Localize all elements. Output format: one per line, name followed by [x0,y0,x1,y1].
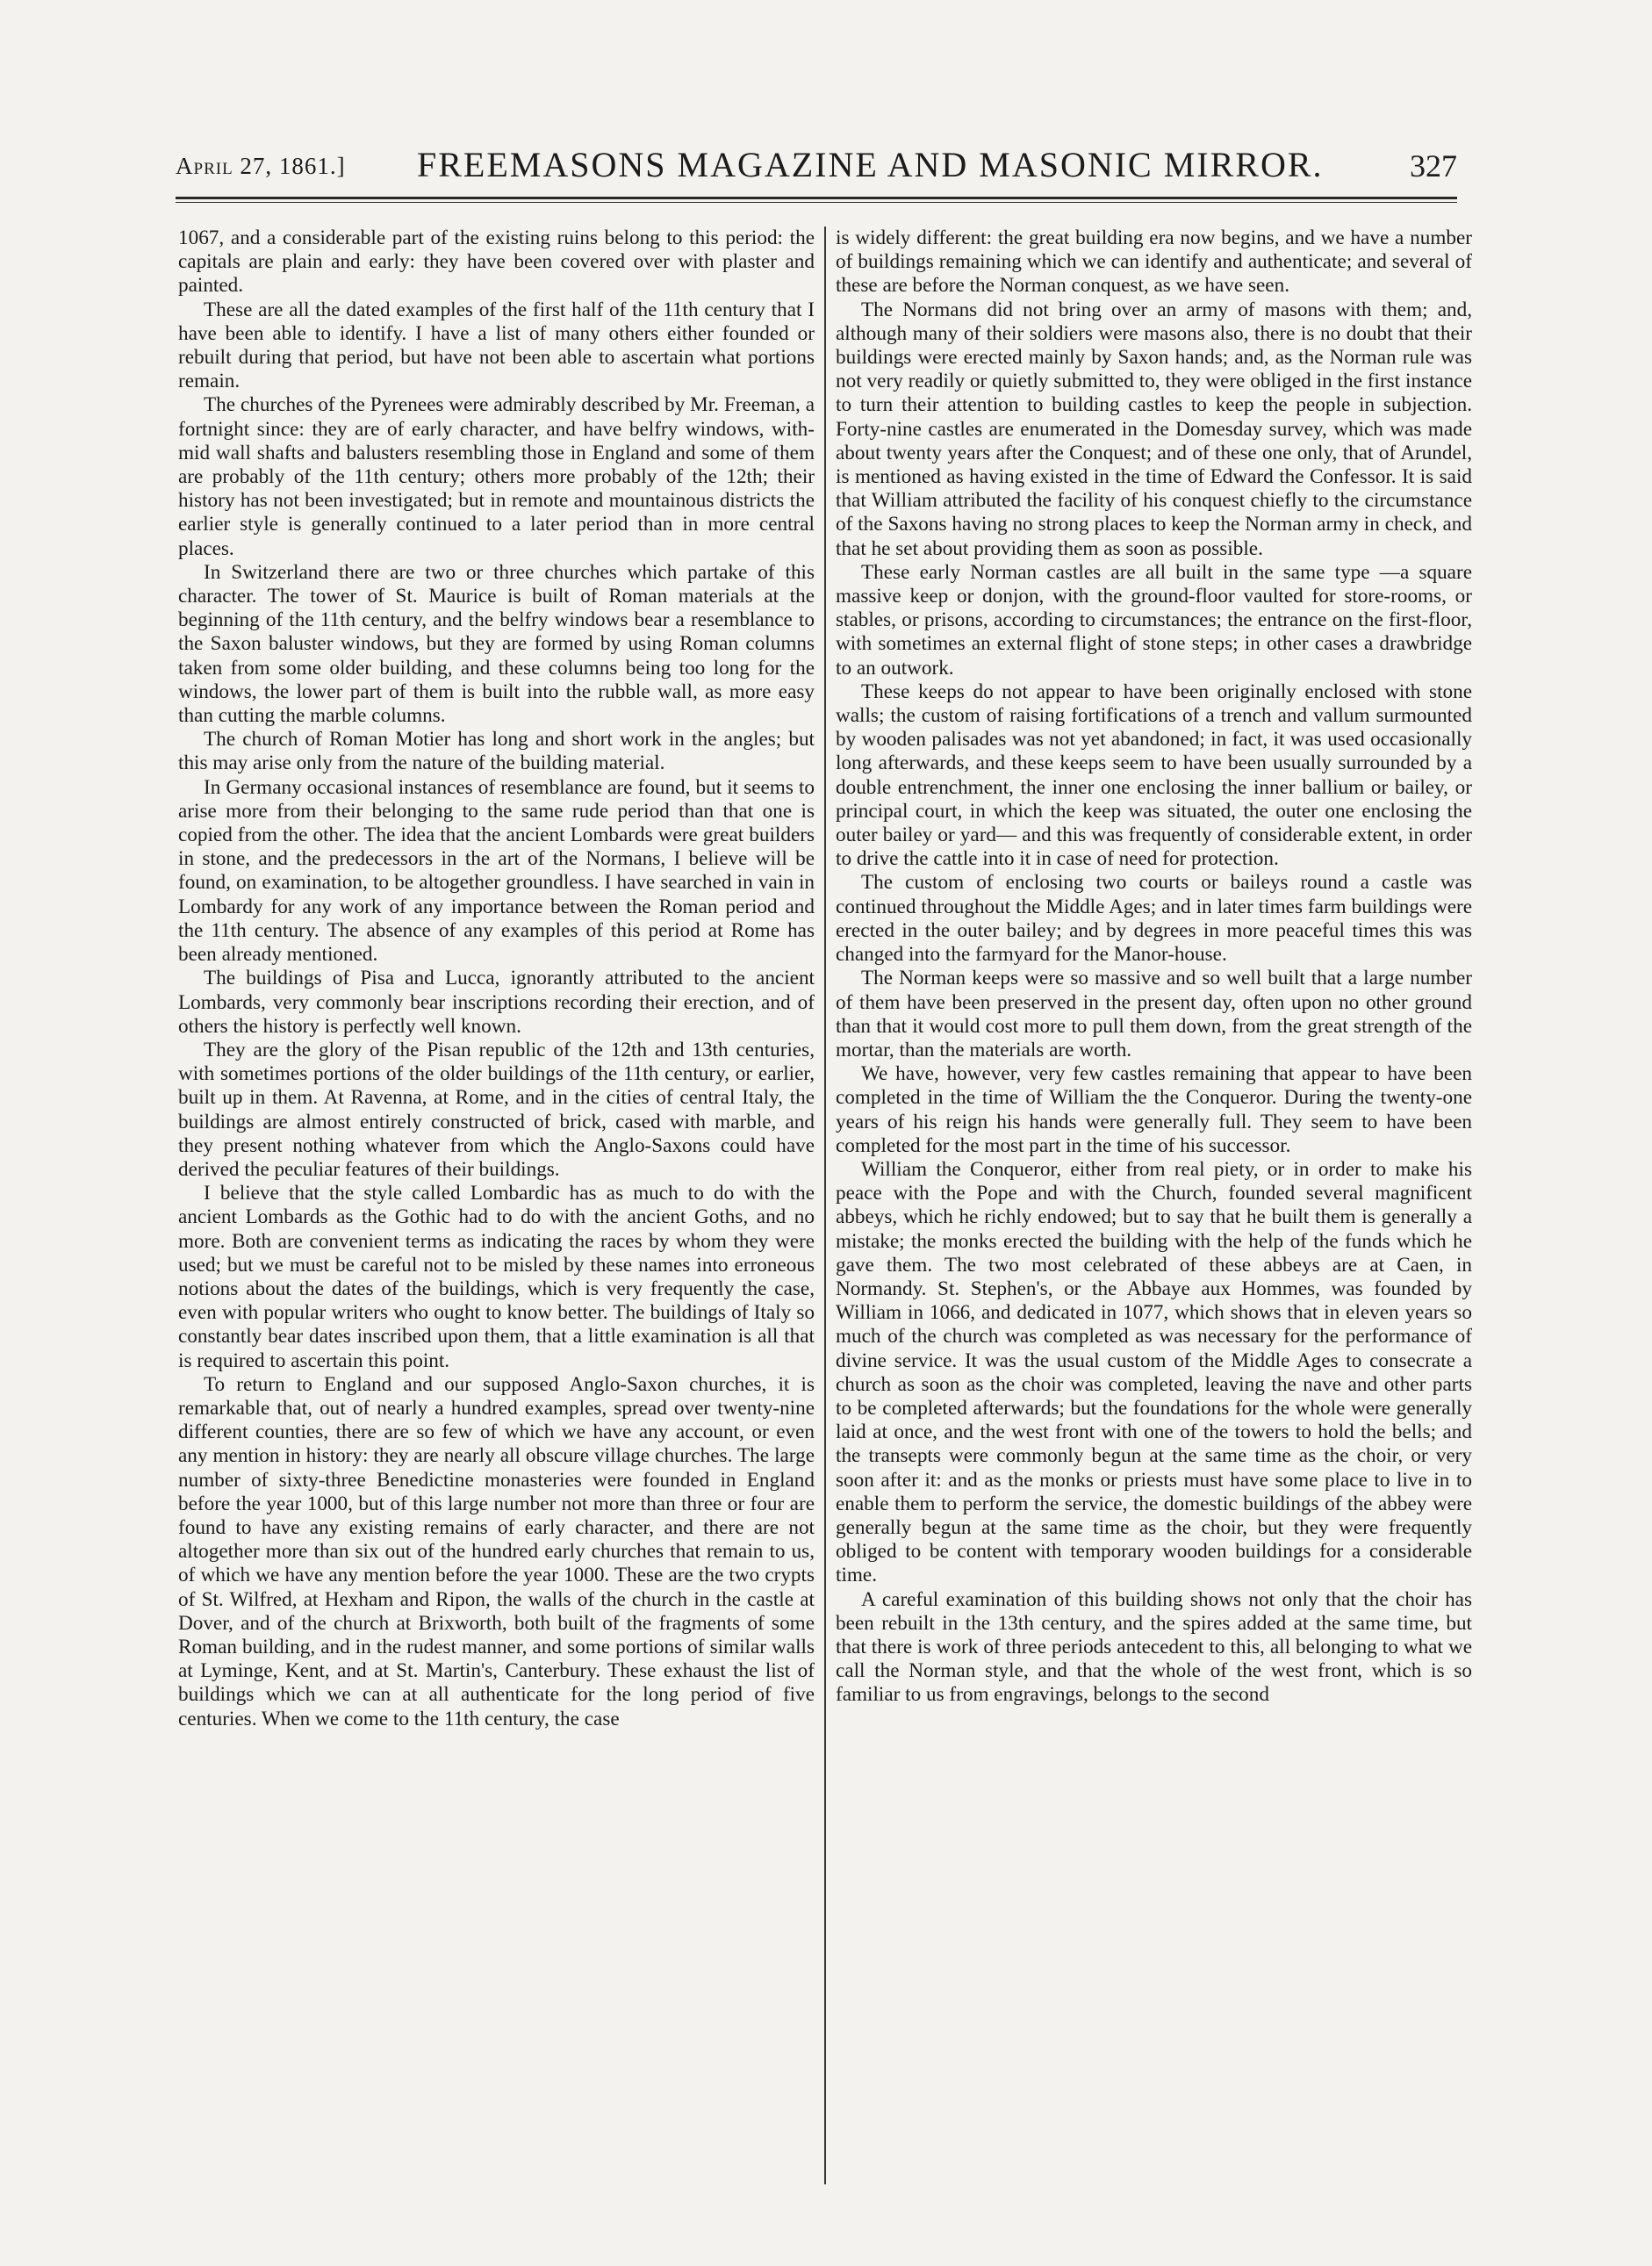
paragraph: To return to England and our supposed Anglo-Saxon churches, it is remarkable that, out of nearly a hundred examples, spread over twenty-nine different counties, there are so few of which we have any account, or even any mention in history: they are nearly all obscure village churches. The large number of sixty-three Benedictine monasteries were founded in England before the year 1000, but of this large number not more than three or four are found to have any existing remains of early character, and there are not altogether more than six out of the hundred early churches that remain to us, of which we have any mention before the year 1000. These are the two crypts of St. Wilfred, at Hexham and Ripon, the walls of the church in the castle at Dover, and of the church at Brixworth, both built of the fragments of some Roman building, and in the rudest manner, and some portions of similar walls at Lyminge, Kent, and at St. Martin's, Canterbury. These exhaust the list of buildings which we can at all authenticate for the long period of five centuries. When we come to the 11th century, the case [178,1372,815,1730]
paragraph: The Normans did not bring over an army of masons with them; and, although many of their soldiers were masons also, there is no doubt that their buildings were erected mainly by Saxon hands; and, as the Norman rule was not very readily or quietly submitted to, they were obliged in the first instance to turn their attention to building castles to keep the people in subjection. Forty-nine castles are enumerated in the Domesday survey, which was made about twenty years after the Conquest; and of these one only, that of Arundel, is mentioned as having existed in the time of Edward the Confessor. It is said that William attributed the facility of his conquest chiefly to the circumstance of the Saxons having no strong places to keep the Norman army in check, and that he set about providing them as soon as possible. [836,298,1472,560]
column-divider [824,227,826,2184]
paragraph: The Norman keeps were so massive and so well built that a large number of them have been preserved in the present day, often upon no other ground than that it would cost more to pull them down, from the great strength of the mortar, than the materials are worth. [836,967,1472,1061]
paragraph: In Germany occasional instances of resemblance are found, but it seems to arise more from their belonging to the same rude period than that one is copied from the other. The idea that the ancient Lombards were great builders in stone, and the predecessors in the art of the Normans, I believe will be found, on examination, to be altogether groundless. I have searched in vain in Lombardy for any work of any importance between the Roman period and the 11th century. The absence of any examples of this period at Rome has been already mentioned. [178,775,815,967]
issue-date: April 27, 1861.] [176,153,346,179]
page-number: 327 [1410,148,1457,183]
paragraph: A careful examination of this building shows not only that the choir has been rebuilt in the 13th century, and the spires added at the same time, but that there is work of three periods antecedent to this, all belonging to what we call the Norman style, and that the whole of the west front, which is so familiar to us from engravings, belongs to the second [836,1587,1472,1707]
paragraph: These are all the dated examples of the first half of the 11th century that I have been able to identify. I have a list of many others either founded or rebuilt during that period, but have not been able to ascertain what portions remain. [178,298,815,393]
paragraph: We have, however, very few castles remaining that appear to have been completed in the time of William the the Conqueror. During the twenty-one years of his reign his hands were generally full. They seem to have been completed for the most part in the time of his successor. [836,1062,1472,1157]
paragraph: The church of Roman Motier has long and short work in the angles; but this may arise only from the nature of the building material. [178,728,815,775]
paragraph: They are the glory of the Pisan republic of the 12th and 13th centuries, with sometimes portions of the older buildings of the 11th century, or earlier, built up in them. At Ravenna, at Rome, and in the cities of central Italy, the buildings are almost entirely constructed of brick, cased with marble, and they present nothing whatever from which the Anglo-Saxons could have derived the peculiar features of their buildings. [178,1038,815,1181]
paragraph: William the Conqueror, either from real piety, or in order to make his peace with the Pope and with the Church, founded several magnificent abbeys, which he richly endowed; but to say that he built them is generally a mistake; the monks erected the building with the help of the funds which he gave them. The two most celebrated of these abbeys are at Caen, in Normandy. St. Stephen's, or the Abbaye aux Hommes, was founded by William in 1066, and dedicated in 1077, which shows that in eleven years so much of the church was completed as was necessary for the performance of divine service. It was the usual custom of the Middle Ages to consecrate a church as soon as the choir was completed, leaving the nave and other parts to be completed afterwards; but the foundations for the whole were generally laid at once, and the west front with one of the towers to hold the bells; and the transepts were commonly begun at the same time as the choir, or very soon after it: and as the monks or priests must have some place to live in to enable them to perform the service, the domestic buildings of the abbey were generally begun at the same time as the choir, but they were frequently obliged to be content with temporary wooden buildings for a considerable time. [836,1157,1472,1587]
paragraph: These keeps do not appear to have been originally enclosed with stone walls; the custom of raising fortifications of a trench and vallum surmounted by wooden palisades was not yet abandoned; in fact, it was used occasionally long afterwards, and these keeps seem to have been usually surrounded by a double entrenchment, the inner one enclosing the inner ballium or bailey, or principal court, in which the keep was situated, the outer one enclosing the outer bailey or yard— and this was frequently of considerable extent, in order to drive the cattle into it in case of need for protection. [836,680,1472,871]
paragraph: The custom of enclosing two courts or baileys round a castle was continued throughout the Middle Ages; and in later times farm buildings were erected in the outer bailey; and by degrees in more peaceful times this was changed into the farmyard for the Manor-house. [836,871,1472,967]
paragraph: is widely different: the great building era now begins, and we have a number of buildings remaining which we can identify and authenticate; and several of these are before the Norman conquest, as we have seen. [836,227,1472,298]
paragraph: The buildings of Pisa and Lucca, ignorantly attributed to the ancient Lombards, very commonly bear inscriptions recording their erection, and of others the history is perfectly well known. [178,967,815,1038]
paragraph: 1067, and a considerable part of the existing ruins belong to this period: the capitals are plain and early: they have been covered over with plaster and painted. [178,227,815,298]
header-rule-thin [176,202,1457,203]
paragraph: In Switzerland there are two or three churches which partake of this character. The tower of St. Maurice is built of Roman materials at the beginning of the 11th century, and the belfry windows bear a resemblance to the Saxon baluster windows, but they are formed by using Roman columns taken from some older building, and these columns being too long for the windows, the lower part of them is built into the rubble wall, as more easy than cutting the marble columns. [178,560,815,728]
publication-title: FREEMASONS MAGAZINE AND MASONIC MIRROR. [417,145,1324,184]
paragraph: I believe that the style called Lombardic has as much to do with the ancient Lombards as the Gothic had to do with the ancient Goths, and no more. Both are convenient terms as indicating the races by whom they were used; but we must be careful not to be misled by these names into erroneous notions about the dates of the buildings, which is very frequently the case, even with popular writers who ought to know better. The buildings of Italy so constantly bear dates inscribed upon them, that a little examination is all that is required to ascertain this point. [178,1182,815,1372]
header-rule-thick [176,197,1457,199]
masthead [176,140,1457,193]
paragraph: The churches of the Pyrenees were admirably described by Mr. Freeman, a fortnight since: they are of early character, and have belfry windows, with-mid wall shafts and balusters resembling those in England and some of them are probably of the 11th century; others more probably of the 12th; their history has not been investigated; but in remote and mountainous districts the earlier style is generally continued to a later period than in more central places. [178,393,815,560]
left-column [178,227,815,2184]
right-column [836,227,1472,2184]
paragraph: These early Norman castles are all built in the same type —a square massive keep or donjon, with the ground-floor vaulted for store-rooms, or stables, or prisons, according to circumstances; the entrance on the first-floor, with sometimes an external flight of stone steps; in other cases a drawbridge to an outwork. [836,560,1472,680]
